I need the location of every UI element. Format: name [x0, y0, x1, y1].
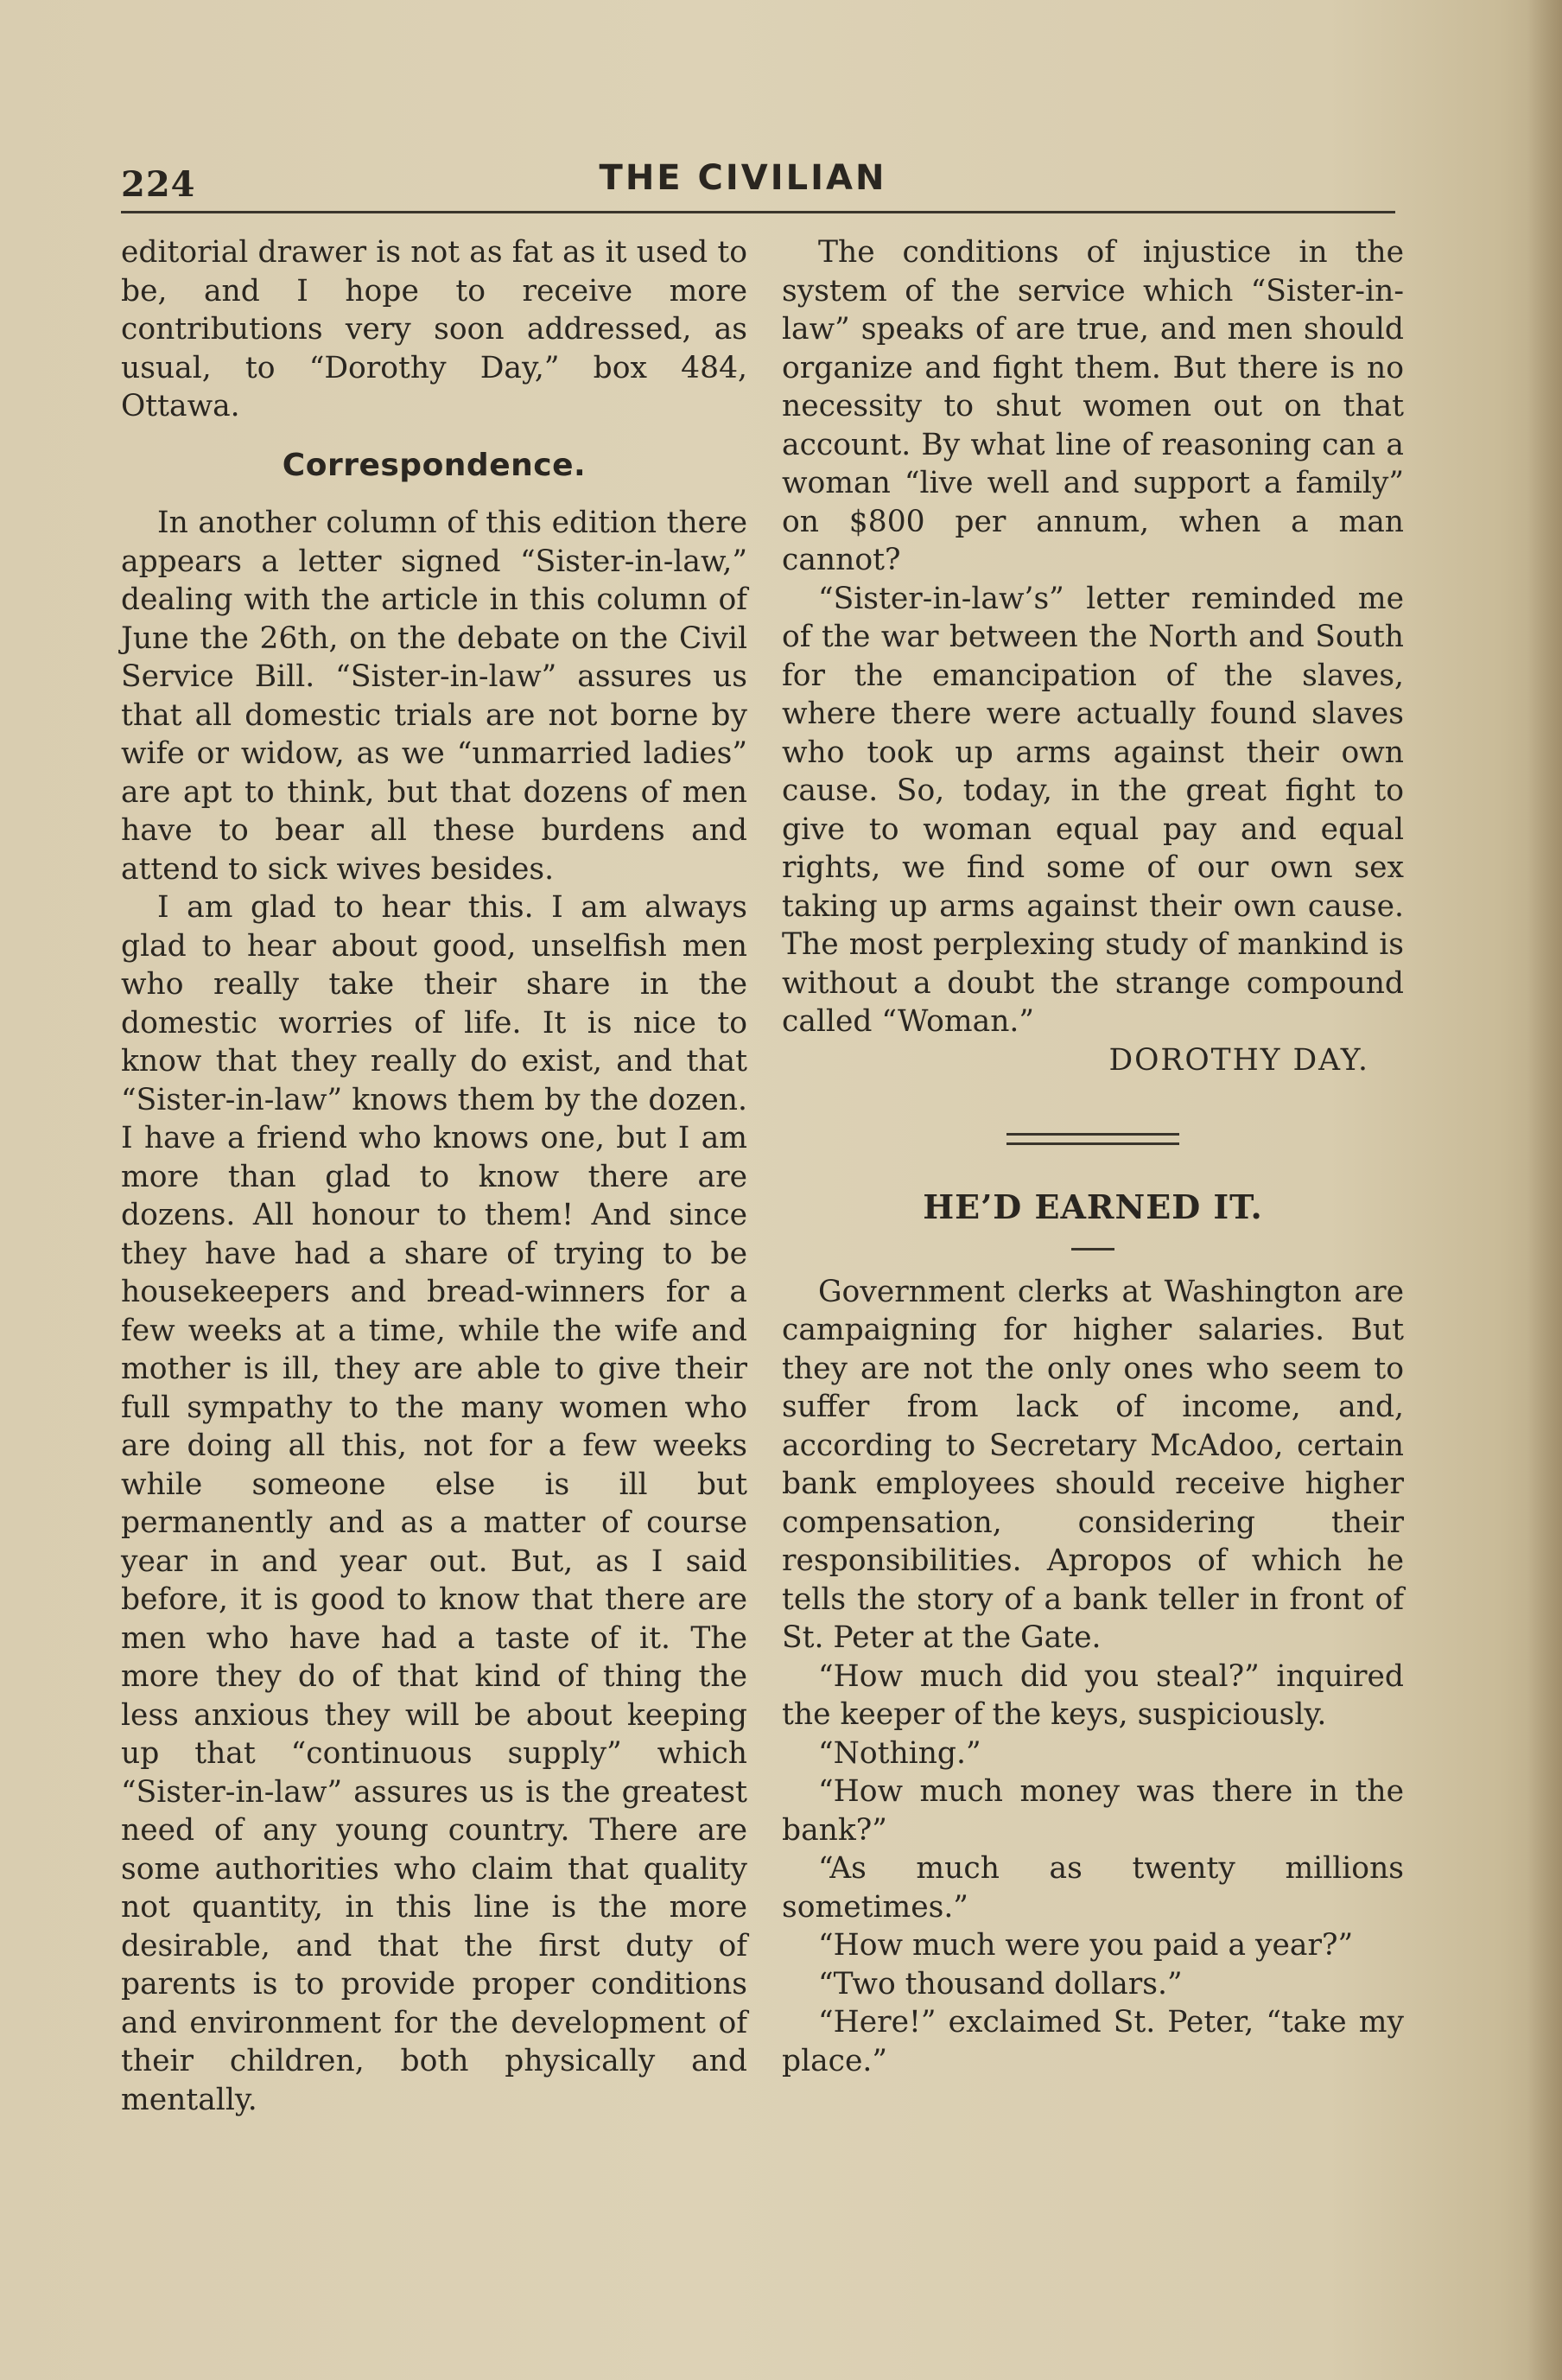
dialogue-line: “Two thousand dollars.” — [818, 1966, 1183, 2001]
dialogue-line: “As much as twenty millions sometimes.” — [782, 1851, 1404, 1925]
paragraph-3: The conditions of injustice in the system of the service which “Sister-in-law” speaks of are true, and men should organize and fight them. But there is no necessity to shut women out on that account. By what line of reasoning can a woman “live well and support a family” on $800 per annum, when a man cannot? — [782, 235, 1404, 577]
book-spine-shadow — [1527, 0, 1562, 2380]
running-title: THE CIVILIAN — [599, 158, 887, 198]
left-column — [121, 233, 747, 2119]
dialogue-line: “Nothing.” — [818, 1735, 981, 1771]
article-paragraph-1: Government clerks at Washington are campaigning for higher salaries. But they are not the only ones who seem to suffer from lack of income, and, according to Secretary McAdoo, certain bank employees should receive higher compensation, considering their responsibilities. Apropos of which he tells the story of a bank teller in front of St. Peter at the Gate. — [782, 1274, 1404, 1655]
short-rule-divider — [1071, 1248, 1114, 1250]
signature: DOROTHY DAY. — [1108, 1042, 1369, 1078]
page-number: 224 — [121, 164, 196, 205]
paragraph-4: “Sister-in-law’s” letter reminded me of the war between the North and South for the emancipation of the slaves, where there were actually found slaves who took up arms against their own cause. So, today, in the great fight to give to woman equal pay and equal rights, we find some of our own sex taking up arms against their own cause. The most perplexing study of mankind is without a doubt the strange compound called “Woman.” — [782, 581, 1404, 1039]
double-rule-divider — [1006, 1133, 1179, 1145]
header-rule — [121, 211, 1395, 213]
section-heading-correspondence: Correspondence. — [282, 447, 587, 483]
right-column — [782, 233, 1404, 2080]
paragraph-2: I am glad to hear this. I am always glad to hear about good, unselfish men who really take their share in the domestic worries of life. It is nice to know that they really do exist, and that “Sister-in-law” knows them by the dozen. I have a friend who knows one, but I am more than glad to know there are dozens. All honour to them! And since they have had a share of trying to be housekeepers and bread-winners for a few weeks at a time, while the wife and mother is ill, they are able to give their full sympathy to the many women who are doing all this, not for a few weeks while someone else is ill but permanently and as a matter of course year in and year out. But, as I said before, it is good to know that there are men who have had a taste of it. The more they do of that kind of thing the less anxious they will be about keeping up that “continuous supply” which “Sister-in-law” assures us is the greatest need of any young country. There are some authorities who claim that quality not quantity, in this line is the more desirable, and that the first duty of parents is to provide proper conditions and environment for the development of their children, both physically and mentally. — [121, 890, 747, 2117]
article-heading: HE’D EARNED IT. — [923, 1187, 1263, 1226]
dialogue-line: “How much money was there in the bank?” — [782, 1774, 1404, 1848]
dialogue-line: “How much did you steal?” inquired the keeper of the keys, suspiciously. — [782, 1658, 1404, 1732]
paragraph-1: In another column of this edition there appears a letter signed “Sister-in-law,” dealing with the article in this column of June the 26th, on the debate on the Civil Service Bill. “Sister-in-law” assures us that all domestic trials are not borne by wife or widow, as we “unmarried ladies” are apt to think, but that dozens of men have to bear all these burdens and attend to sick wives besides. — [121, 506, 747, 887]
dialogue-line: “Here!” exclaimed St. Peter, “take my place.” — [782, 2005, 1404, 2078]
intro-paragraph: editorial drawer is not as fat as it used to be, and I hope to receive more contributions very soon addressed, as usual, to “Dorothy Day,” box 484, Ottawa. — [121, 235, 747, 423]
dialogue-line: “How much were you paid a year?” — [818, 1928, 1354, 1963]
